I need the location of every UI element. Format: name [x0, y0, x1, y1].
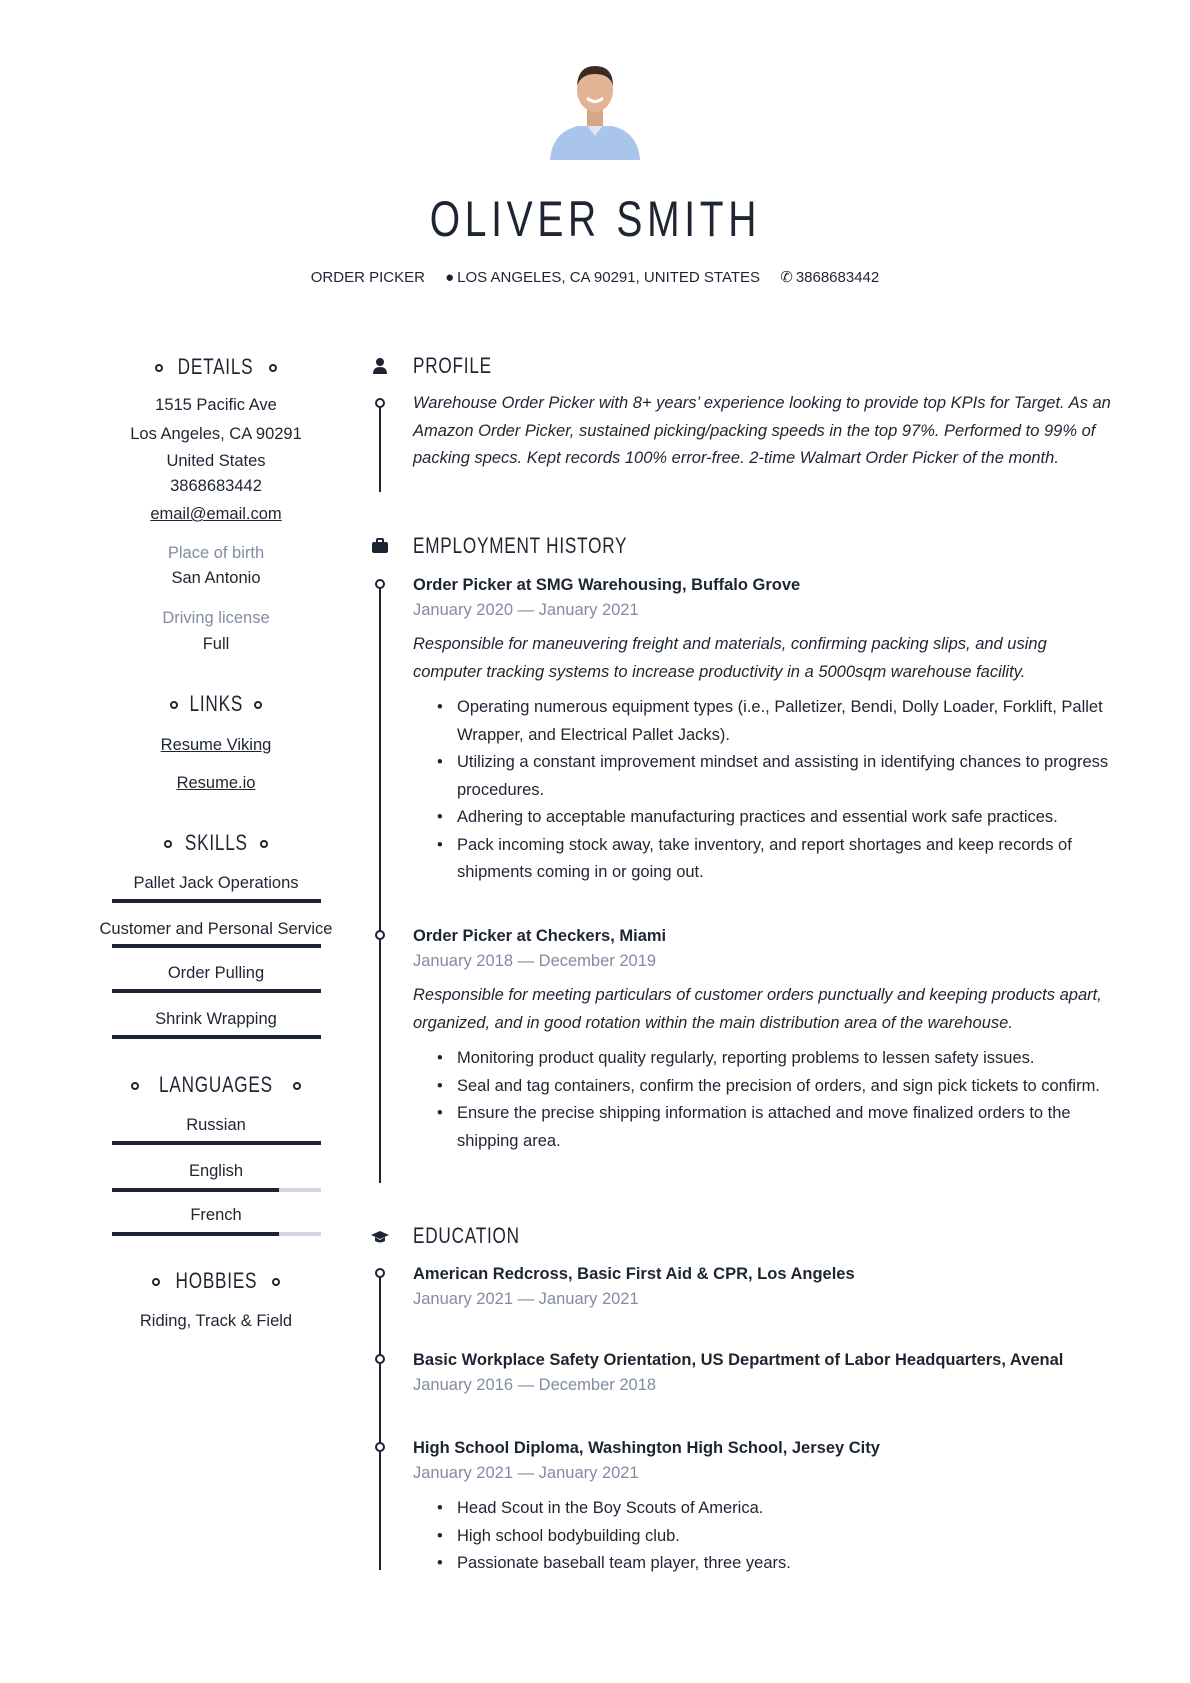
language-bar [112, 1232, 321, 1236]
education-title: High School Diploma, Washington High School, Jersey City [413, 1439, 880, 1457]
job-dates: January 2020 — January 2021 [413, 600, 639, 619]
timeline-line [379, 586, 381, 1183]
language-bar [112, 1141, 321, 1145]
skill-name: Pallet Jack Operations [133, 874, 299, 892]
education-entry [413, 1435, 1118, 1578]
location-pin-icon: ● [445, 269, 455, 286]
profile-heading: PROFILE [413, 353, 492, 378]
birth-label: Place of birth [167, 544, 265, 562]
job-description: Responsible for meeting particulars of customer orders punctually and keeping products apart, organized, and in good rotation within the main distribution area of the warehouse. [413, 986, 1102, 1032]
education-dates: January 2021 — January 2021 [413, 1289, 639, 1308]
details-phone: 3868683442 [170, 477, 262, 495]
skill-name: Shrink Wrapping [155, 1010, 277, 1028]
timeline-dot [375, 1354, 385, 1364]
job-title: ORDER PICKER [310, 269, 425, 286]
timeline-line [379, 1276, 381, 1570]
skill-bar [112, 944, 321, 948]
job-dates: January 2018 — December 2019 [413, 951, 657, 970]
skill-bar [112, 1035, 321, 1039]
graduation-cap-icon [371, 1228, 389, 1246]
location: LOS ANGELES, CA 90291, UNITED STATES [457, 269, 761, 286]
job-bullet: • Utilizing a constant improvement mindset and assisting in identifying chances to progress procedures. [413, 749, 1118, 804]
education-entry [413, 1347, 1118, 1399]
job-title: Order Picker at SMG Warehousing, Buffalo Grove [413, 576, 801, 594]
job-description: Responsible for maneuvering freight and materials, confirming packing slips, and using computer tracking systems to increase productivity in a 5000sqm warehouse facility. [413, 635, 1047, 681]
education-dates: January 2016 — December 2018 [413, 1375, 657, 1394]
links-heading: LINKS [66, 691, 366, 717]
person-icon [371, 357, 389, 375]
skill-name: Customer and Personal Service [99, 920, 333, 938]
license-value: Full [202, 635, 230, 653]
skill-bar [112, 989, 321, 993]
skill-bar [112, 899, 321, 903]
phone: 3868683442 [795, 269, 880, 286]
education-title: American Redcross, Basic First Aid & CPR, Los Angeles [413, 1265, 855, 1283]
profile-text: Warehouse Order Picker with 8+ years’ experience looking to provide top KPIs for Target. As an Amazon Order Picker, sustained picking/packing speeds in the top 97%. Performed to 99% of packing specs. Kept records 100% error-free. 2-time Walmart Order Picker of the month. [413, 394, 1111, 467]
job-bullet: • Adhering to acceptable manufacturing practices and essential work safe practices. [413, 804, 1118, 832]
job-bullet: • Pack incoming stock away, take inventory, and report shortages and keep records of shipments coming in or going out. [413, 832, 1118, 887]
education-entry [413, 1261, 1118, 1313]
education-bullet: • Head Scout in the Boy Scouts of America. [413, 1495, 1118, 1523]
education-bullet: • High school bodybuilding club. [413, 1523, 1118, 1551]
job-title: Order Picker at Checkers, Miami [413, 927, 667, 945]
hobbies-text: Riding, Track & Field [139, 1312, 293, 1330]
skill-name: Order Pulling [167, 964, 265, 982]
education-dates: January 2021 — January 2021 [413, 1463, 639, 1482]
address-line-2: Los Angeles, CA 90291 [130, 425, 302, 443]
profile-photo [548, 60, 642, 160]
job-bullet: • Ensure the precise shipping information is attached and move finalized orders to the shipping area. [413, 1100, 1118, 1155]
job-entry [413, 923, 1118, 1155]
job-bullet: • Monitoring product quality regularly, reporting problems to lessen safety issues. [413, 1045, 1118, 1073]
details-heading: DETAILS [66, 354, 366, 380]
contact-line [0, 268, 1190, 286]
email-link[interactable]: email@email.com [150, 505, 282, 523]
job-bullet: • Operating numerous equipment types (i.e., Palletizer, Bendi, Dolly Loader, Forklift, Pallet Wrapper, and Electrical Pallet Jacks). [413, 694, 1118, 749]
phone-icon: ✆ [780, 269, 793, 286]
address-country: United States [166, 452, 266, 470]
briefcase-icon [371, 537, 389, 555]
timeline-line [379, 406, 381, 492]
link-resume-io[interactable]: Resume.io [176, 774, 256, 792]
language-name: Russian [186, 1116, 246, 1134]
job-entry [413, 572, 1118, 887]
job-bullet: • Seal and tag containers, confirm the precision of orders, and sign pick tickets to confirm. [413, 1073, 1118, 1101]
birth-value: San Antonio [171, 569, 261, 587]
candidate-name: OLIVER SMITH [429, 191, 761, 247]
education-title: Basic Workplace Safety Orientation, US Department of Labor Headquarters, Avenal [413, 1351, 1064, 1369]
timeline-dot [375, 1268, 385, 1278]
address-line-1: 1515 Pacific Ave [155, 396, 277, 414]
languages-heading: LANGUAGES [66, 1072, 366, 1098]
language-name: French [190, 1206, 242, 1224]
education-bullet: • Passionate baseball team player, three years. [413, 1550, 1118, 1578]
license-label: Driving license [162, 609, 270, 627]
timeline-dot [375, 1442, 385, 1452]
timeline-dot [375, 930, 385, 940]
skills-heading: SKILLS [66, 830, 366, 856]
education-heading: EDUCATION [413, 1223, 520, 1248]
language-name: English [188, 1162, 244, 1180]
language-bar [112, 1188, 321, 1192]
employment-heading: EMPLOYMENT HISTORY [413, 533, 628, 558]
link-resume-viking[interactable]: Resume Viking [160, 736, 272, 754]
timeline-dot [375, 579, 385, 589]
hobbies-heading: HOBBIES [66, 1268, 366, 1294]
